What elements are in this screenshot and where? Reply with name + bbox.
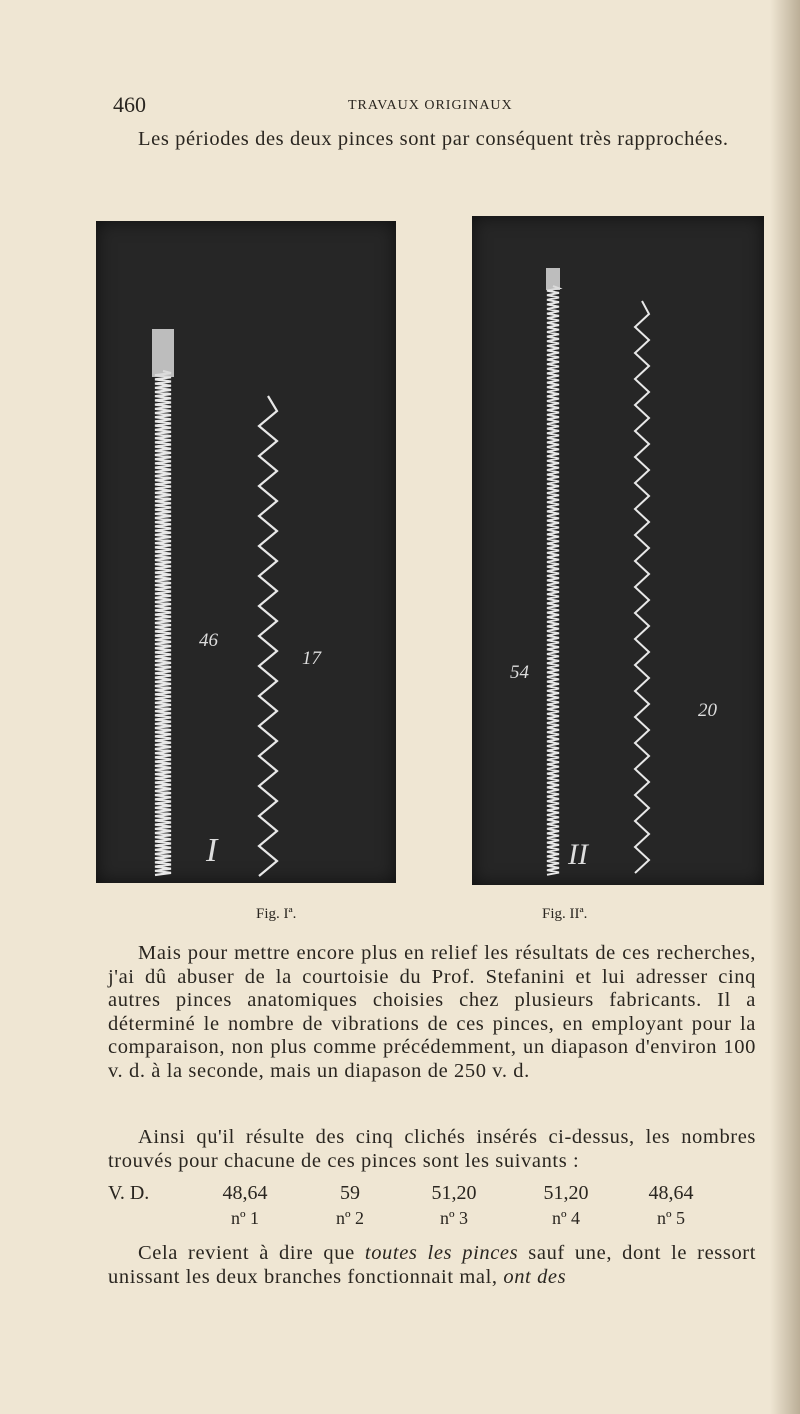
figure-2-photo: [472, 216, 764, 885]
vd-number: nº 4: [551, 1208, 581, 1228]
figure-1-count-left: 46: [199, 630, 218, 651]
figure-2-roman: II: [568, 838, 588, 871]
page-edge-shadow: [770, 0, 800, 1414]
figure-1-slow-trace: [259, 396, 277, 876]
figure-2-slow-trace: [635, 301, 649, 873]
vibration-table: [108, 1182, 768, 1230]
figure-2-count-left: 54: [510, 662, 529, 683]
paragraph-1: Les périodes des deux pinces sont par conséquent très rapprochées.: [138, 128, 729, 150]
figure-1-count-right: 17: [302, 648, 321, 669]
figure-1-traces: [96, 221, 396, 883]
page-number: 460: [113, 92, 146, 117]
figure-1-caption: Fig. Iª.: [256, 906, 297, 922]
running-head: TRAVAUX ORIGINAUX: [348, 98, 513, 113]
figure-1-trace-start: [152, 329, 174, 377]
vd-value: 59: [340, 1182, 360, 1204]
vd-value: 48,64: [222, 1182, 268, 1204]
paragraph-4-start: Cela revient à dire que: [138, 1242, 365, 1264]
vd-number: nº 2: [335, 1208, 365, 1228]
vd-value: 51,20: [431, 1182, 477, 1204]
figure-2-count-right: 20: [698, 700, 717, 721]
figure-2-caption: Fig. IIª.: [542, 906, 588, 922]
vd-value: 48,64: [648, 1182, 694, 1204]
paragraph-4-italic-end: ont des: [503, 1265, 567, 1288]
paragraph-2: Mais pour mettre encore plus en relief les résultats de ces recherches, j'ai dû abuser de la courtoisie du Prof. Stefanini et lui adresser cinq autres pinces anatomiques choisies chez plusieurs fabricants. Il a déterminé le nombre de vibrations de ces pinces, en employant pour la comparaison, non plus comme précédemment, un diapason d'environ 100 v. d. à la seconde, mais un diapason de 250 v. d.: [108, 942, 756, 1082]
paragraph-4-italic: toutes les pinces: [364, 1242, 519, 1264]
vd-number: nº 3: [439, 1208, 469, 1228]
figure-1-photo: [96, 221, 396, 883]
vd-value: 51,20: [543, 1182, 589, 1204]
paragraph-4-mid: sauf une, dont le ressort unissant les deux branches fonctionnait mal,: [108, 1242, 757, 1288]
figure-2-fast-trace: [547, 286, 559, 875]
figure-1-fast-trace: [155, 371, 171, 875]
figure-2-trace-start: [546, 268, 560, 290]
paragraph-4: [108, 1242, 756, 1289]
vd-number: nº 5: [656, 1208, 686, 1228]
vd-number: nº 1: [230, 1208, 260, 1228]
figure-1-roman: I: [206, 832, 218, 869]
page-header: [113, 92, 753, 122]
vd-label: V. D.: [108, 1182, 150, 1204]
paragraph-3: Ainsi qu'il résulte des cinq clichés insérés ci-dessus, les nombres trouvés pour chacune de ces pinces sont les suivants :: [108, 1126, 756, 1172]
figure-2-traces: [472, 216, 764, 885]
